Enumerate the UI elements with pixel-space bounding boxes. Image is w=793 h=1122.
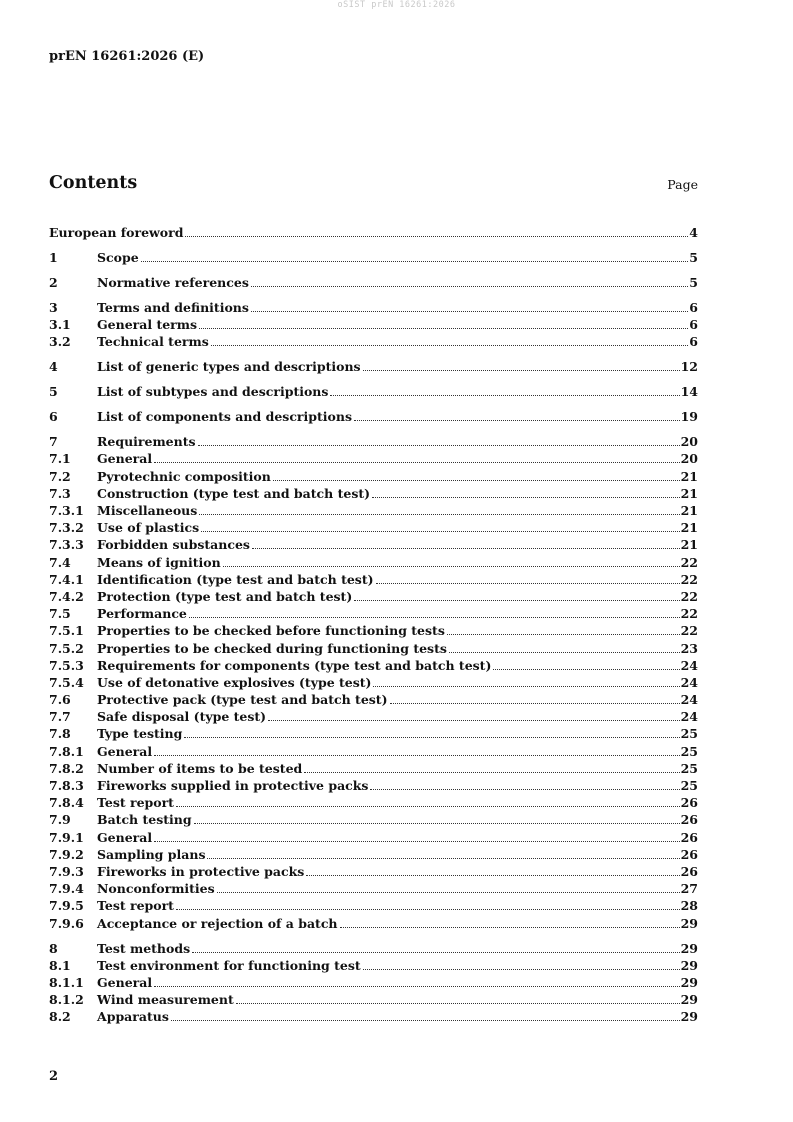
toc-entry-page: 21 — [680, 485, 698, 501]
toc-entry-number: 7.3 — [49, 485, 71, 501]
toc-entry-page: 21 — [680, 503, 698, 519]
toc-dot-leader — [198, 445, 680, 446]
toc-dot-leader — [330, 395, 679, 396]
toc-entry-page: 25 — [680, 778, 698, 794]
toc-entry-page: 21 — [680, 537, 698, 553]
toc-entry[interactable] — [49, 778, 698, 795]
toc-entry-page: 29 — [680, 1009, 698, 1025]
toc-entry-number: 7.8 — [49, 726, 71, 742]
toc-entry[interactable] — [49, 225, 698, 242]
toc-entry-page: 26 — [680, 812, 698, 828]
toc-entry-title[interactable]: Fireworks supplied in protective packs — [97, 778, 369, 794]
toc-entry-page: 24 — [680, 674, 698, 690]
toc-entry-page: 6 — [689, 334, 698, 350]
toc-dot-leader — [192, 952, 679, 953]
table-of-contents — [49, 225, 698, 1026]
toc-entry-page: 19 — [680, 409, 698, 425]
toc-dot-leader — [199, 328, 688, 329]
toc-entry-title[interactable]: Sampling plans — [97, 846, 206, 862]
toc-entry-title[interactable]: Scope — [97, 249, 139, 265]
toc-entry-title[interactable]: Properties to be checked before functioning tests — [97, 623, 445, 639]
toc-entry-title[interactable]: General — [97, 451, 153, 467]
toc-entry-title[interactable]: Nonconformities — [97, 881, 215, 897]
toc-entry-number: 7.9.5 — [49, 898, 84, 914]
toc-dot-leader — [340, 927, 680, 928]
toc-dot-leader — [154, 986, 679, 987]
toc-entry-title[interactable]: Pyrotechnic composition — [97, 468, 271, 484]
toc-entry-number: 7.6 — [49, 692, 71, 708]
toc-entry-title[interactable]: General — [97, 743, 153, 759]
toc-entry-page: 24 — [680, 657, 698, 673]
toc-entry-number: 7.4.2 — [49, 588, 84, 604]
toc-entry-number: 7.9.1 — [49, 829, 84, 845]
toc-entry[interactable] — [49, 761, 698, 778]
toc-entry[interactable] — [49, 958, 698, 975]
toc-dot-leader — [373, 686, 679, 687]
toc-entry-title[interactable]: Requirements — [97, 434, 196, 450]
toc-entry[interactable] — [49, 434, 698, 451]
toc-entry-number: 7.8.2 — [49, 760, 84, 776]
toc-entry-title[interactable]: Apparatus — [97, 1009, 169, 1025]
toc-entry-page: 29 — [680, 915, 698, 931]
toc-dot-leader — [154, 755, 679, 756]
toc-dot-leader — [185, 236, 688, 237]
toc-entry-title[interactable]: Fireworks in protective packs — [97, 863, 305, 879]
toc-dot-leader — [211, 345, 689, 346]
toc-entry-title[interactable]: Requirements for components (type test and batch test) — [97, 657, 492, 673]
toc-dot-leader — [304, 772, 679, 773]
toc-entry-page: 12 — [680, 359, 698, 375]
toc-entry-number: 8 — [49, 940, 58, 956]
toc-dot-leader — [273, 480, 680, 481]
toc-entry-page: 22 — [680, 623, 698, 639]
toc-entry-page: 21 — [680, 468, 698, 484]
toc-entry-page: 14 — [680, 384, 698, 400]
toc-dot-leader — [184, 737, 679, 738]
toc-entry-title[interactable]: Test report — [97, 898, 174, 914]
toc-entry-title[interactable]: Test report — [97, 795, 174, 811]
toc-entry-title[interactable]: Identification (type test and batch test) — [97, 571, 374, 587]
toc-entry-title[interactable]: Protection (type test and batch test) — [97, 588, 353, 604]
toc-entry[interactable] — [49, 992, 698, 1009]
toc-entry-number: 7.5.1 — [49, 623, 84, 639]
toc-entry[interactable] — [49, 359, 698, 376]
toc-entry-number: 7.9.3 — [49, 863, 84, 879]
toc-entry-title[interactable]: Batch testing — [97, 812, 192, 828]
toc-entry-page: 29 — [680, 957, 698, 973]
toc-entry-title[interactable]: Miscellaneous — [97, 503, 198, 519]
toc-entry-page: 20 — [680, 434, 698, 450]
toc-entry-number: 8.1.1 — [49, 974, 84, 990]
toc-dot-leader — [376, 583, 680, 584]
toc-entry-number: 2 — [49, 274, 58, 290]
toc-dot-leader — [363, 969, 680, 970]
toc-dot-leader — [447, 634, 680, 635]
toc-dot-leader — [252, 548, 680, 549]
toc-entry-page: 29 — [680, 992, 698, 1008]
toc-entry-number: 7.2 — [49, 468, 71, 484]
toc-entry-number: 7.9.2 — [49, 846, 84, 862]
toc-entry-page: 24 — [680, 692, 698, 708]
toc-entry-page: 22 — [680, 588, 698, 604]
toc-entry[interactable] — [49, 317, 698, 334]
toc-dot-leader — [370, 789, 679, 790]
toc-entry[interactable] — [49, 409, 698, 426]
toc-entry-number: 7.8.3 — [49, 778, 84, 794]
toc-entry[interactable] — [49, 658, 698, 675]
toc-entry-title[interactable]: General — [97, 974, 153, 990]
toc-dot-leader — [141, 261, 689, 262]
toc-entry-number: 8.1 — [49, 957, 71, 973]
toc-entry[interactable] — [49, 537, 698, 554]
toc-entry-page: 27 — [680, 881, 698, 897]
toc-entry-number: 3.1 — [49, 317, 71, 333]
toc-entry-page: 5 — [689, 249, 698, 265]
toc-entry-page: 6 — [689, 317, 698, 333]
watermark: oSIST prEN 16261:2026 — [337, 0, 456, 10]
toc-entry-title[interactable]: Construction (type test and batch test) — [97, 485, 371, 501]
toc-entry-title[interactable]: Forbidden substances — [97, 537, 250, 553]
toc-entry-number: 7.3.2 — [49, 520, 84, 536]
toc-entry-number: 6 — [49, 409, 58, 425]
contents-heading: Contents — [49, 173, 138, 193]
toc-entry[interactable] — [49, 898, 698, 915]
toc-entry-page: 26 — [680, 795, 698, 811]
toc-entry-number: 7.7 — [49, 709, 71, 725]
toc-entry[interactable] — [49, 975, 698, 992]
toc-entry[interactable] — [49, 623, 698, 640]
toc-entry-number: 7.5.2 — [49, 640, 84, 656]
toc-entry-title[interactable]: List of subtypes and descriptions — [97, 384, 329, 400]
toc-dot-leader — [199, 514, 679, 515]
toc-entry-title[interactable]: General terms — [97, 317, 198, 333]
toc-dot-leader — [171, 1020, 680, 1021]
toc-dot-leader — [493, 669, 679, 670]
toc-entry-number: 7.5 — [49, 606, 71, 622]
toc-entry-page: 6 — [689, 299, 698, 315]
toc-entry[interactable] — [49, 384, 698, 401]
toc-dot-leader — [223, 566, 680, 567]
toc-dot-leader — [354, 420, 680, 421]
toc-entry[interactable] — [49, 469, 698, 486]
toc-entry-number: 7.5.3 — [49, 657, 84, 673]
toc-entry-title[interactable]: European foreword — [49, 225, 184, 240]
toc-entry[interactable] — [49, 726, 698, 743]
toc-entry-page: 23 — [680, 640, 698, 656]
page-number: 2 — [49, 1069, 59, 1084]
toc-dot-leader — [176, 909, 680, 910]
toc-entry-number: 8.2 — [49, 1009, 71, 1025]
toc-entry-page: 22 — [680, 554, 698, 570]
toc-entry[interactable] — [49, 250, 698, 267]
toc-entry-number: 3 — [49, 299, 58, 315]
toc-entry-title[interactable]: Wind measurement — [97, 992, 234, 1008]
toc-entry[interactable] — [49, 520, 698, 537]
document-id: prEN 16261:2026 (E) — [49, 49, 205, 64]
toc-entry-number: 7.8.1 — [49, 743, 84, 759]
toc-entry-number: 7.9.6 — [49, 915, 84, 931]
toc-entry-page: 22 — [680, 606, 698, 622]
toc-entry-title[interactable]: Acceptance or rejection of a batch — [97, 915, 338, 931]
toc-entry[interactable] — [49, 692, 698, 709]
toc-entry[interactable] — [49, 864, 698, 881]
toc-dot-leader — [372, 497, 680, 498]
toc-entry[interactable] — [49, 334, 698, 351]
toc-entry-title[interactable]: List of generic types and descriptions — [97, 359, 361, 375]
toc-dot-leader — [354, 600, 679, 601]
toc-dot-leader — [251, 286, 688, 287]
toc-entry-title[interactable]: Properties to be checked during functioning tests — [97, 640, 447, 656]
toc-dot-leader — [189, 617, 680, 618]
toc-entry[interactable] — [49, 675, 698, 692]
toc-entry-page: 20 — [680, 451, 698, 467]
toc-entry-title[interactable]: General — [97, 829, 153, 845]
toc-entry-number: 7.8.4 — [49, 795, 84, 811]
toc-dot-leader — [154, 462, 679, 463]
toc-dot-leader — [306, 875, 679, 876]
toc-entry-number: 7.9.4 — [49, 881, 84, 897]
toc-dot-leader — [449, 652, 680, 653]
toc-entry-page: 29 — [680, 974, 698, 990]
toc-entry[interactable] — [49, 555, 698, 572]
toc-entry-title[interactable]: Type testing — [97, 726, 183, 742]
toc-entry-number: 7.5.4 — [49, 674, 84, 690]
toc-entry-title[interactable]: Protective pack (type test and batch test) — [97, 692, 388, 708]
toc-entry[interactable] — [49, 881, 698, 898]
toc-entry-title[interactable]: Test methods — [97, 940, 191, 956]
toc-entry-number: 7.3.1 — [49, 503, 84, 519]
page-column-label: Page — [667, 177, 698, 192]
toc-dot-leader — [268, 720, 679, 721]
toc-entry-title[interactable]: Performance — [97, 606, 187, 622]
toc-entry-page: 24 — [680, 709, 698, 725]
toc-entry-page: 26 — [680, 846, 698, 862]
toc-entry-title[interactable]: Use of plastics — [97, 520, 200, 536]
toc-entry-number: 3.2 — [49, 334, 71, 350]
toc-entry[interactable] — [49, 275, 698, 292]
toc-dot-leader — [201, 531, 679, 532]
toc-entry[interactable] — [49, 451, 698, 468]
toc-entry-number: 7.9 — [49, 812, 71, 828]
toc-entry-title[interactable]: Number of items to be tested — [97, 760, 303, 776]
toc-entry-page: 5 — [689, 274, 698, 290]
toc-entry-page: 4 — [689, 225, 698, 240]
toc-entry-title[interactable]: Safe disposal (type test) — [97, 709, 267, 725]
toc-entry-title[interactable]: Terms and definitions — [97, 299, 249, 315]
toc-entry[interactable] — [49, 503, 698, 520]
toc-entry[interactable] — [49, 795, 698, 812]
toc-dot-leader — [217, 892, 680, 893]
toc-entry-number: 5 — [49, 384, 58, 400]
toc-entry[interactable] — [49, 606, 698, 623]
toc-dot-leader — [154, 841, 679, 842]
toc-entry[interactable] — [49, 300, 698, 317]
toc-entry-number: 7.4 — [49, 554, 71, 570]
toc-entry-page: 26 — [680, 863, 698, 879]
toc-entry-page: 21 — [680, 520, 698, 536]
toc-entry-page: 22 — [680, 571, 698, 587]
toc-entry-page: 29 — [680, 940, 698, 956]
toc-entry[interactable] — [49, 916, 698, 933]
toc-dot-leader — [176, 806, 680, 807]
toc-entry-number: 7.1 — [49, 451, 71, 467]
toc-entry-number: 1 — [49, 249, 58, 265]
toc-entry-page: 28 — [680, 898, 698, 914]
toc-entry[interactable] — [49, 572, 698, 589]
toc-entry[interactable] — [49, 812, 698, 829]
toc-entry-title[interactable]: Means of ignition — [97, 554, 221, 570]
toc-entry-number: 7 — [49, 434, 58, 450]
toc-entry-title[interactable]: Use of detonative explosives (type test) — [97, 674, 372, 690]
toc-entry-page: 25 — [680, 726, 698, 742]
toc-dot-leader — [207, 858, 679, 859]
toc-entry[interactable] — [49, 589, 698, 606]
toc-entry-title[interactable]: List of components and descriptions — [97, 409, 352, 425]
toc-entry[interactable] — [49, 641, 698, 658]
toc-entry-number: 8.1.2 — [49, 992, 84, 1008]
toc-dot-leader — [194, 823, 680, 824]
toc-entry[interactable] — [49, 847, 698, 864]
toc-entry-number: 4 — [49, 359, 58, 375]
toc-entry-title[interactable]: Normative references — [97, 274, 249, 290]
toc-dot-leader — [251, 311, 688, 312]
toc-entry-title[interactable]: Technical terms — [97, 334, 209, 350]
toc-dot-leader — [363, 370, 680, 371]
toc-entry-number: 7.3.3 — [49, 537, 84, 553]
toc-entry-title[interactable]: Test environment for functioning test — [97, 957, 361, 973]
toc-entry[interactable] — [49, 830, 698, 847]
toc-entry-page: 26 — [680, 829, 698, 845]
toc-dot-leader — [236, 1003, 680, 1004]
toc-entry[interactable] — [49, 486, 698, 503]
toc-entry[interactable] — [49, 744, 698, 761]
toc-entry[interactable] — [49, 1009, 698, 1026]
toc-dot-leader — [390, 703, 680, 704]
toc-entry[interactable] — [49, 941, 698, 958]
toc-entry[interactable] — [49, 709, 698, 726]
toc-entry-page: 25 — [680, 743, 698, 759]
toc-entry-page: 25 — [680, 760, 698, 776]
toc-entry-number: 7.4.1 — [49, 571, 84, 587]
